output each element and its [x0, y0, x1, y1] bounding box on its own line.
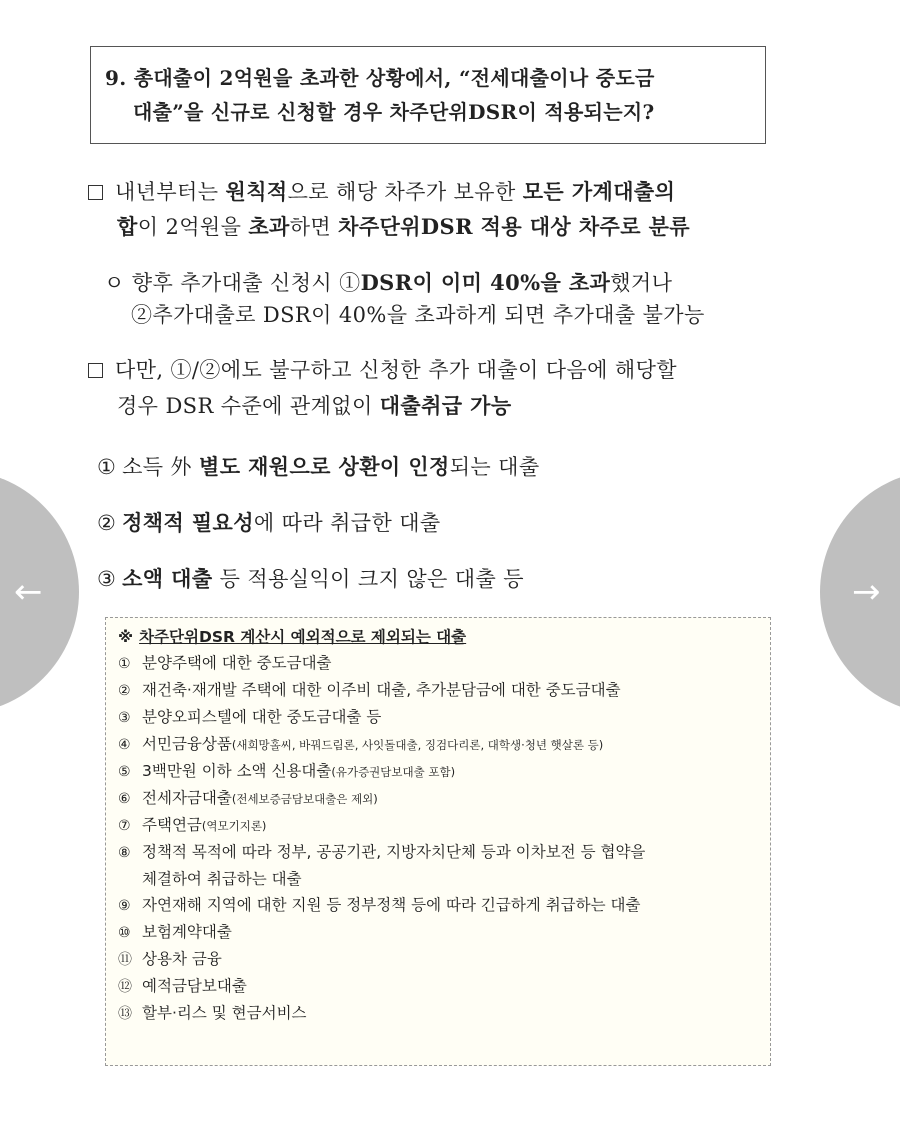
exception-note-box — [105, 617, 771, 1066]
text-run: ㅇ 향후 추가대출 신청시 ① — [104, 271, 361, 295]
question-line-2: 대출”을 신규로 신청할 경우 차주단위DSR이 적용되는지? — [133, 100, 655, 124]
paragraph-3-line-1 — [88, 353, 677, 388]
item-number: ⑦ — [118, 818, 131, 834]
text-run: 이 2억원을 — [137, 215, 249, 239]
item-number: ⑩ — [118, 925, 131, 941]
text-run: 차주단위DSR 적용 대상 차주로 분류 — [338, 214, 690, 239]
text-run: 다만, ①/②에도 불구하고 신청한 추가 대출이 다음에 해당할 — [115, 358, 677, 382]
list-item — [97, 561, 524, 597]
text-run: ②추가대출로 DSR이 40%을 초과하게 되면 추가대출 불가능 — [131, 303, 705, 327]
text-run: 원칙적 — [225, 179, 288, 204]
text-run: DSR이 이미 40%을 초과 — [360, 270, 611, 295]
text-run: 소액 대출 — [122, 566, 213, 591]
item-number: ① — [118, 656, 131, 672]
note-item — [118, 812, 760, 839]
note-subtext: (전세보증금담보대출은 제외) — [231, 792, 378, 806]
square-bullet-icon — [88, 363, 103, 378]
note-text: 보험계약대출 — [142, 923, 232, 941]
text-run: 소득 外 — [122, 455, 200, 479]
square-bullet-icon — [88, 185, 103, 200]
paragraph-2-line-1 — [104, 265, 672, 301]
arrow-left-icon[interactable]: ← — [14, 572, 43, 612]
paragraph-1-line-2 — [117, 209, 690, 245]
list-item — [97, 505, 441, 541]
note-item — [118, 785, 760, 812]
note-title-text: 차주단위DSR 계산시 예외적으로 제외되는 대출 — [139, 628, 467, 646]
text-run: 으로 해당 차주가 보유한 — [287, 180, 523, 204]
note-text: 정책적 목적에 따라 정부, 공공기관, 지방자치단체 등과 이차보전 등 협약을 — [142, 843, 646, 861]
text-run: 되는 대출 — [449, 455, 540, 479]
note-item-continuation — [118, 866, 760, 892]
note-text: 재건축·재개발 주택에 대한 이주비 대출, 추가분담금에 대한 중도금대출 — [142, 681, 621, 699]
text-run: 했거나 — [610, 271, 673, 295]
note-item — [118, 973, 760, 1000]
note-text: 주택연금 — [142, 816, 202, 834]
item-number: ③ — [97, 567, 117, 591]
item-number: ⑪ — [118, 952, 132, 968]
note-text: 분양오피스텔에 대한 중도금대출 등 — [142, 708, 382, 726]
item-number: ① — [97, 455, 117, 479]
item-number: ② — [97, 511, 117, 535]
item-number: ③ — [118, 710, 131, 726]
note-item — [118, 839, 760, 866]
note-title — [118, 624, 760, 650]
note-text: 서민금융상품 — [142, 735, 232, 753]
text-run: 에 따라 취급한 대출 — [253, 511, 441, 535]
note-item — [118, 1000, 760, 1027]
item-number: ⑬ — [118, 1006, 132, 1022]
text-run: 합 — [117, 214, 138, 239]
paragraph-3-line-2 — [117, 388, 512, 424]
paragraph-1-line-1 — [88, 174, 675, 210]
note-item — [118, 677, 760, 704]
note-item — [118, 919, 760, 946]
text-run: 대출취급 가능 — [379, 393, 512, 418]
text-run: 모든 가계대출의 — [522, 179, 676, 204]
note-item — [118, 946, 760, 973]
item-number: ⑧ — [118, 845, 131, 861]
arrow-right-icon[interactable]: → — [852, 572, 881, 612]
list-item — [97, 449, 540, 485]
text-run: 하면 — [289, 215, 339, 239]
text-run: 내년부터는 — [115, 180, 226, 204]
note-item — [118, 731, 760, 758]
text-run: 정책적 필요성 — [122, 510, 254, 535]
reference-mark: ※ — [118, 628, 134, 646]
note-text: 예적금담보대출 — [142, 977, 247, 995]
note-subtext: (역모기지론) — [201, 819, 267, 833]
text-run: 별도 재원으로 상환이 인정 — [199, 454, 450, 479]
note-item — [118, 650, 760, 677]
note-text: 분양주택에 대한 중도금대출 — [142, 654, 332, 672]
note-text: 전세자금대출 — [142, 789, 232, 807]
question-box — [90, 46, 766, 144]
note-subtext: (유가증권담보대출 포함) — [331, 765, 456, 779]
paragraph-2-line-2 — [131, 298, 705, 333]
note-text: 상용차 금융 — [142, 950, 222, 968]
note-text: 자연재해 지역에 대한 지원 등 정부정책 등에 따라 긴급하게 취급하는 대출 — [142, 896, 641, 914]
note-text: 체결하여 취급하는 대출 — [142, 870, 302, 888]
note-item — [118, 758, 760, 785]
note-text: 할부·리스 및 현금서비스 — [142, 1004, 307, 1022]
item-number: ⑫ — [118, 979, 132, 995]
text-run: 등 적용실익이 크지 않은 대출 등 — [212, 567, 524, 591]
note-text: 3백만원 이하 소액 신용대출 — [142, 762, 332, 780]
text-run: 경우 DSR 수준에 관계없이 — [117, 394, 380, 418]
question-line-1: 9. 총대출이 2억원을 초과한 상황에서, “전세대출이나 중도금 — [105, 66, 655, 90]
note-item — [118, 704, 760, 731]
note-subtext: (새희망홀씨, 바꿔드림론, 사잇돌대출, 징검다리론, 대학생·청년 햇살론 등) — [231, 738, 604, 752]
item-number: ④ — [118, 737, 131, 753]
item-number: ⑥ — [118, 791, 131, 807]
item-number: ⑤ — [118, 764, 131, 780]
note-item — [118, 892, 760, 919]
text-run: 초과 — [248, 214, 290, 239]
item-number: ⑨ — [118, 898, 131, 914]
item-number: ② — [118, 683, 131, 699]
